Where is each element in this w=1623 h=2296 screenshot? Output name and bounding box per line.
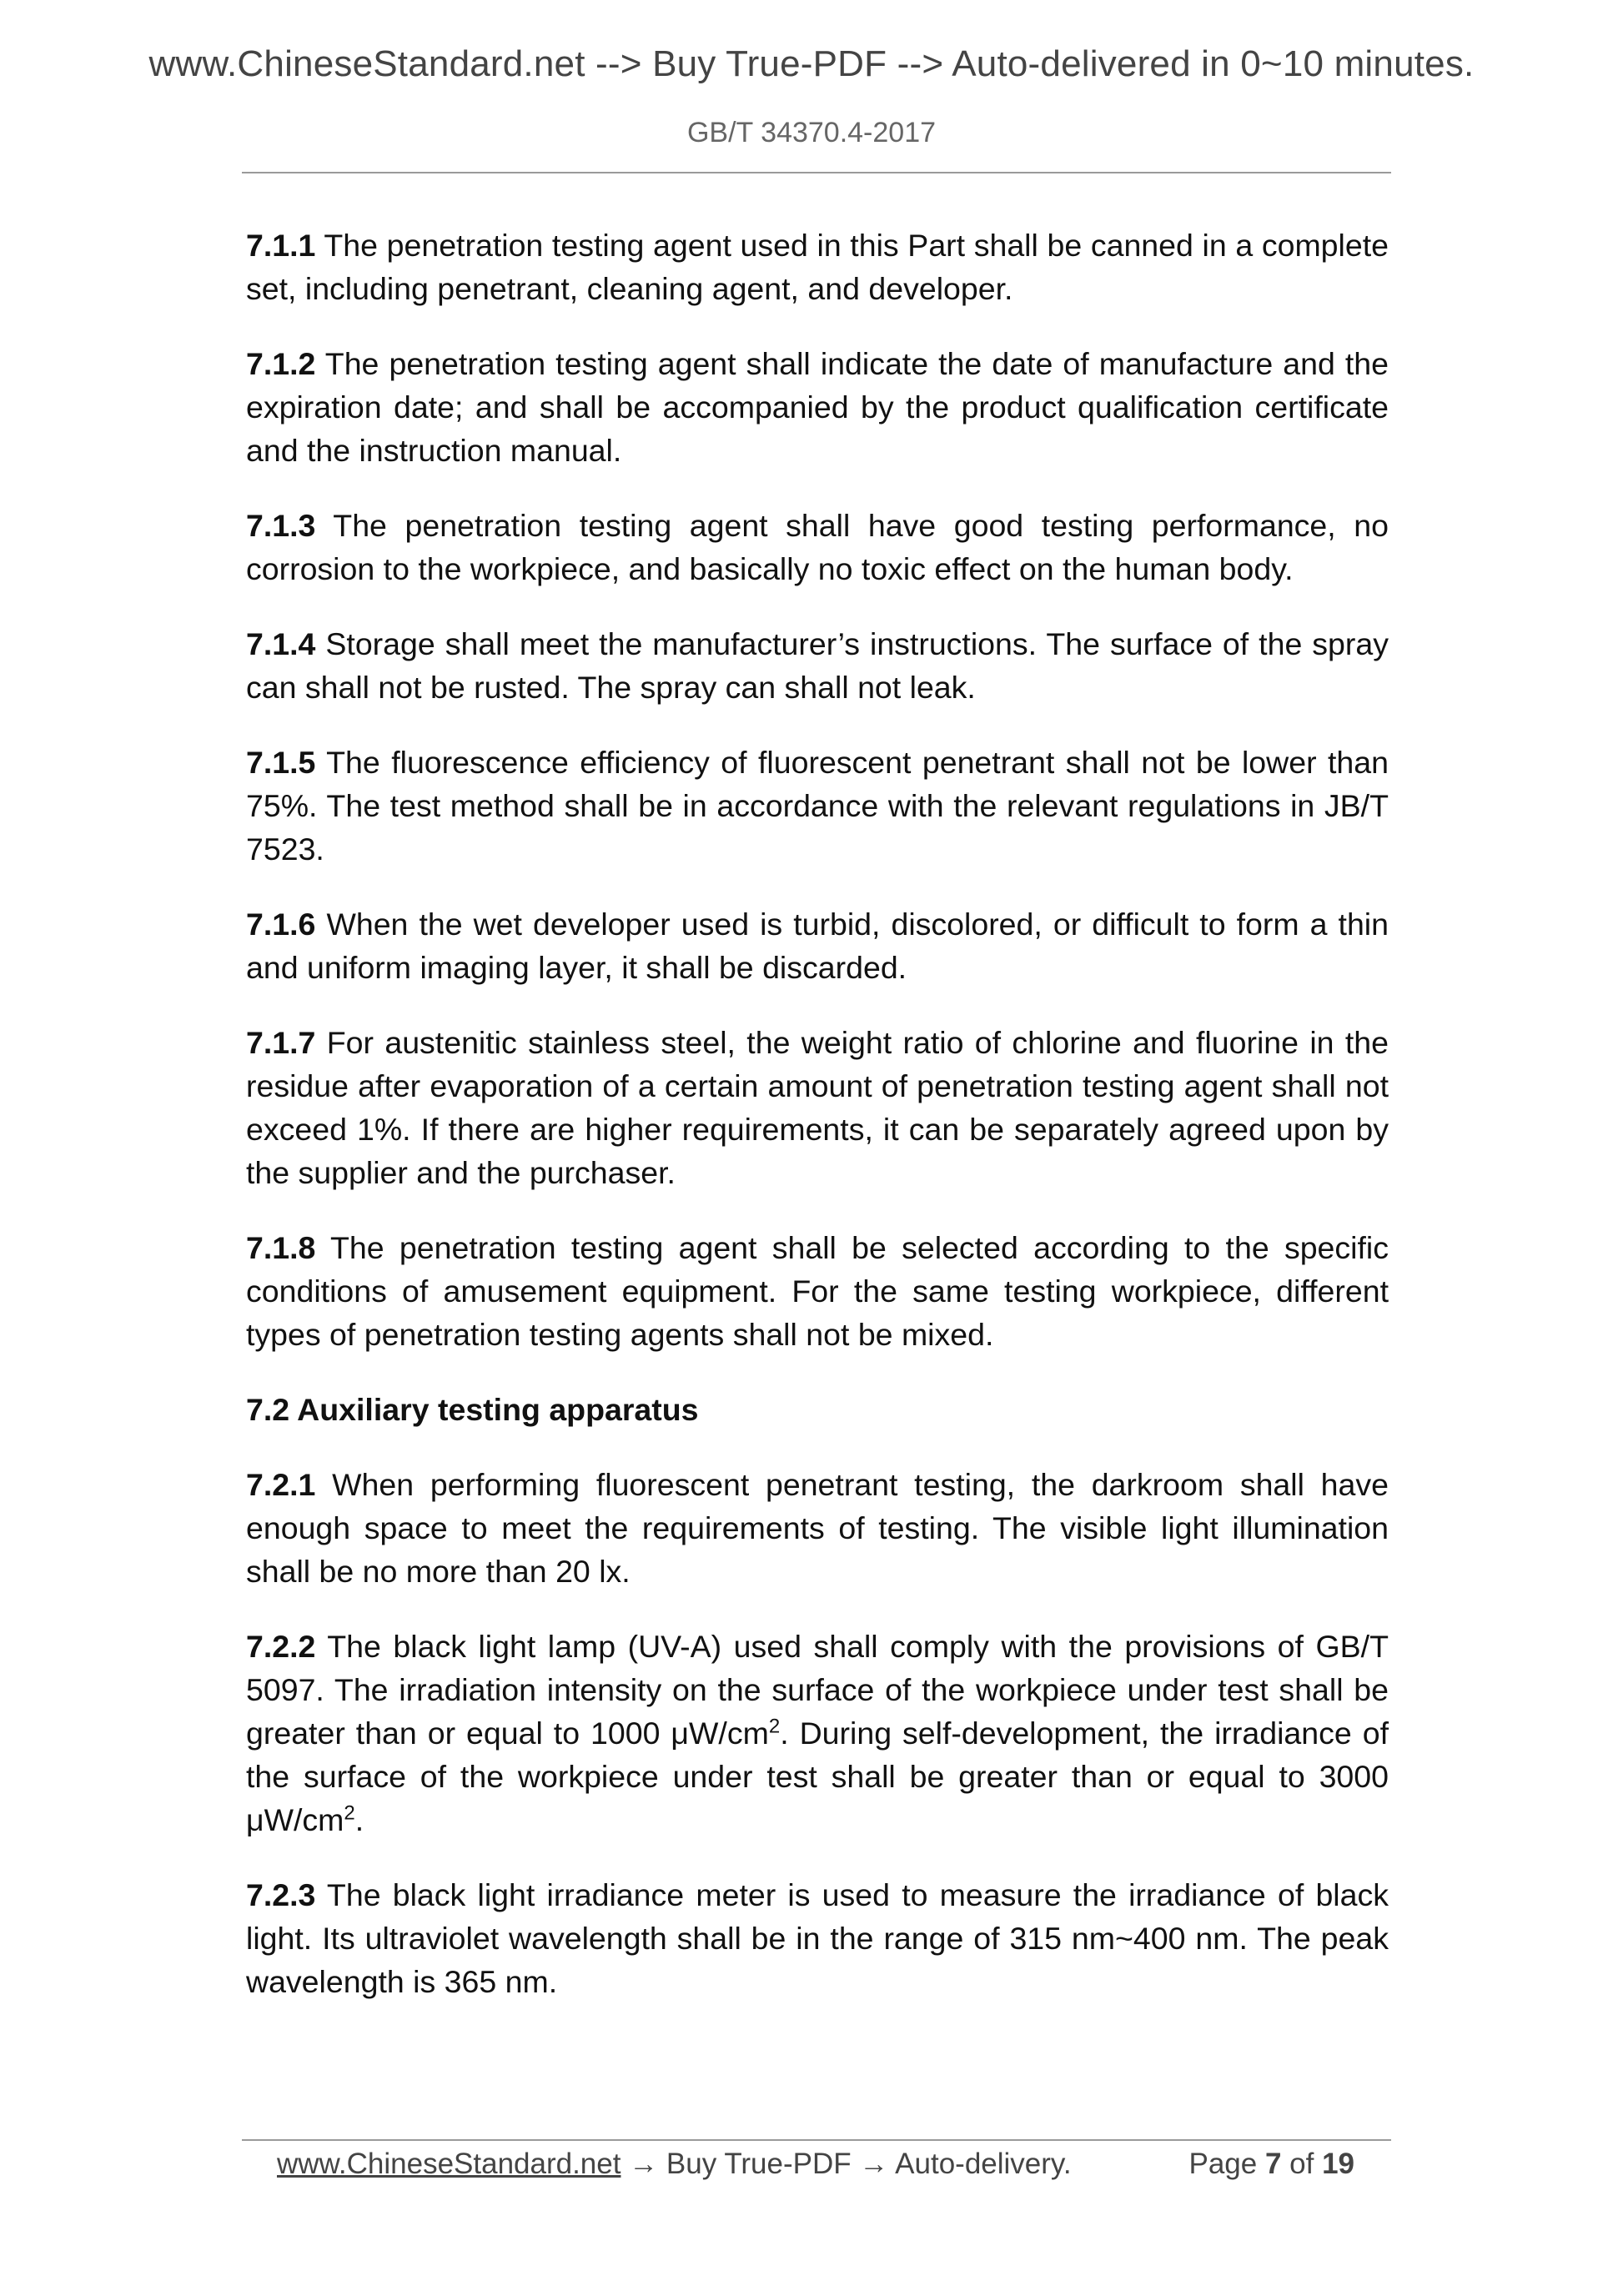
clause-number: 7.2.1: [246, 1467, 316, 1502]
section-heading-7-2: 7.2 Auxiliary testing apparatus: [246, 1392, 699, 1427]
clause-number: 7.2.2: [246, 1629, 316, 1664]
clause-text: The black light lamp (UV-A) used shall comply with the provisions of GB/T 5097. The irradiation intensity on the surface of the workpiece under test shall be greater than or equal to 1000 μW/cm: [246, 1629, 1389, 1751]
clause-number: 7.2.3: [246, 1877, 316, 1912]
clause-7-2-2: [246, 1625, 1389, 1841]
clause-7-1-4: [246, 622, 1389, 709]
clause-text: The penetration testing agent shall have good testing performance, no corrosion to the workpiece, and basically no toxic effect on the human body.: [246, 508, 1389, 586]
superscript: 2: [768, 1715, 781, 1738]
clause-text: For austenitic stainless steel, the weight ratio of chlorine and fluorine in the residue after evaporation of a certain amount of penetration testing agent shall not exceed 1%. If there are higher requirements, it can be separately agreed upon by the supplier and the purchaser.: [246, 1025, 1389, 1190]
page-label: Page: [1188, 2148, 1265, 2180]
page-of-label: of: [1281, 2148, 1323, 2180]
clause-7-2-1: [246, 1463, 1389, 1593]
clause-7-1-8: [246, 1226, 1389, 1356]
clause-7-1-7: [246, 1021, 1389, 1194]
clause-number: 7.1.7: [246, 1025, 316, 1060]
clause-7-2-3: [246, 1873, 1389, 2003]
document-code: GB/T 34370.4-2017: [686, 117, 937, 148]
clause-number: 7.1.5: [246, 745, 316, 780]
clause-text: The fluorescence efficiency of fluorescent penetrant shall not be lower than 75%. The test method shall be in accordance with the relevant regulations in JB/T 7523.: [246, 745, 1389, 867]
superscript: 2: [344, 1801, 355, 1825]
clause-number: 7.1.8: [246, 1230, 316, 1265]
clause-7-1-1: [246, 224, 1389, 310]
clause-text: When performing fluorescent penetrant testing, the darkroom shall have enough space to meet the requirements of testing. The visible light illumination shall be no more than 20 lx.: [246, 1467, 1389, 1589]
document-body: [246, 224, 1389, 2035]
clause-text: The black light irradiance meter is used to measure the irradiance of black light. Its ultraviolet wavelength shall be in the range of 315 nm~400 nm. The peak wavelength is 365 nm.: [246, 1877, 1389, 1999]
clause-7-1-3: [246, 504, 1389, 590]
page-total: 19: [1322, 2148, 1354, 2180]
clause-text: . During self-development, the irradiance of the surface of the workpiece under test shall be greater than or equal to 3000 μW/cm: [246, 1716, 1389, 1837]
footer-divider: [242, 2139, 1391, 2141]
clause-number: 7.1.2: [246, 346, 316, 381]
page-footer: [242, 2148, 1391, 2194]
footer-promo: [277, 2148, 1072, 2181]
clause-7-1-2: [246, 342, 1389, 472]
clause-7-1-6: [246, 902, 1389, 989]
top-banner-link[interactable]: www.ChineseStandard.net --> Buy True-PDF --> Auto-delivered in 0~10 minutes.: [148, 43, 1475, 84]
footer-promo-text: → Buy True-PDF → Auto-delivery.: [621, 2148, 1072, 2180]
header-divider: [242, 172, 1391, 173]
clause-text: The penetration testing agent shall be selected according to the specific conditions of amusement equipment. For the same testing workpiece, different types of penetration testing agents shall not be mixed.: [246, 1230, 1389, 1352]
clause-number: 7.1.1: [246, 228, 316, 263]
page-number: 7: [1264, 2148, 1282, 2180]
clause-text: When the wet developer used is turbid, discolored, or difficult to form a thin and uniform imaging layer, it shall be discarded.: [246, 907, 1389, 985]
clause-text: The penetration testing agent shall indicate the date of manufacture and the expiration date; and shall be accompanied by the product qualification certificate and the instruction manual.: [246, 346, 1389, 468]
clause-number: 7.1.4: [246, 626, 316, 661]
clause-text: .: [354, 1802, 364, 1837]
clause-7-1-5: [246, 741, 1389, 871]
clause-text: The penetration testing agent used in this Part shall be canned in a complete set, including penetrant, cleaning agent, and developer.: [246, 228, 1389, 306]
page-indicator: [1188, 2148, 1354, 2181]
clause-text: Storage shall meet the manufacturer’s instructions. The surface of the spray can shall not be rusted. The spray can shall not leak.: [246, 626, 1389, 705]
clause-number: 7.1.6: [246, 907, 316, 942]
footer-site-link[interactable]: www.ChineseStandard.net: [277, 2148, 621, 2180]
clause-number: 7.1.3: [246, 508, 316, 543]
